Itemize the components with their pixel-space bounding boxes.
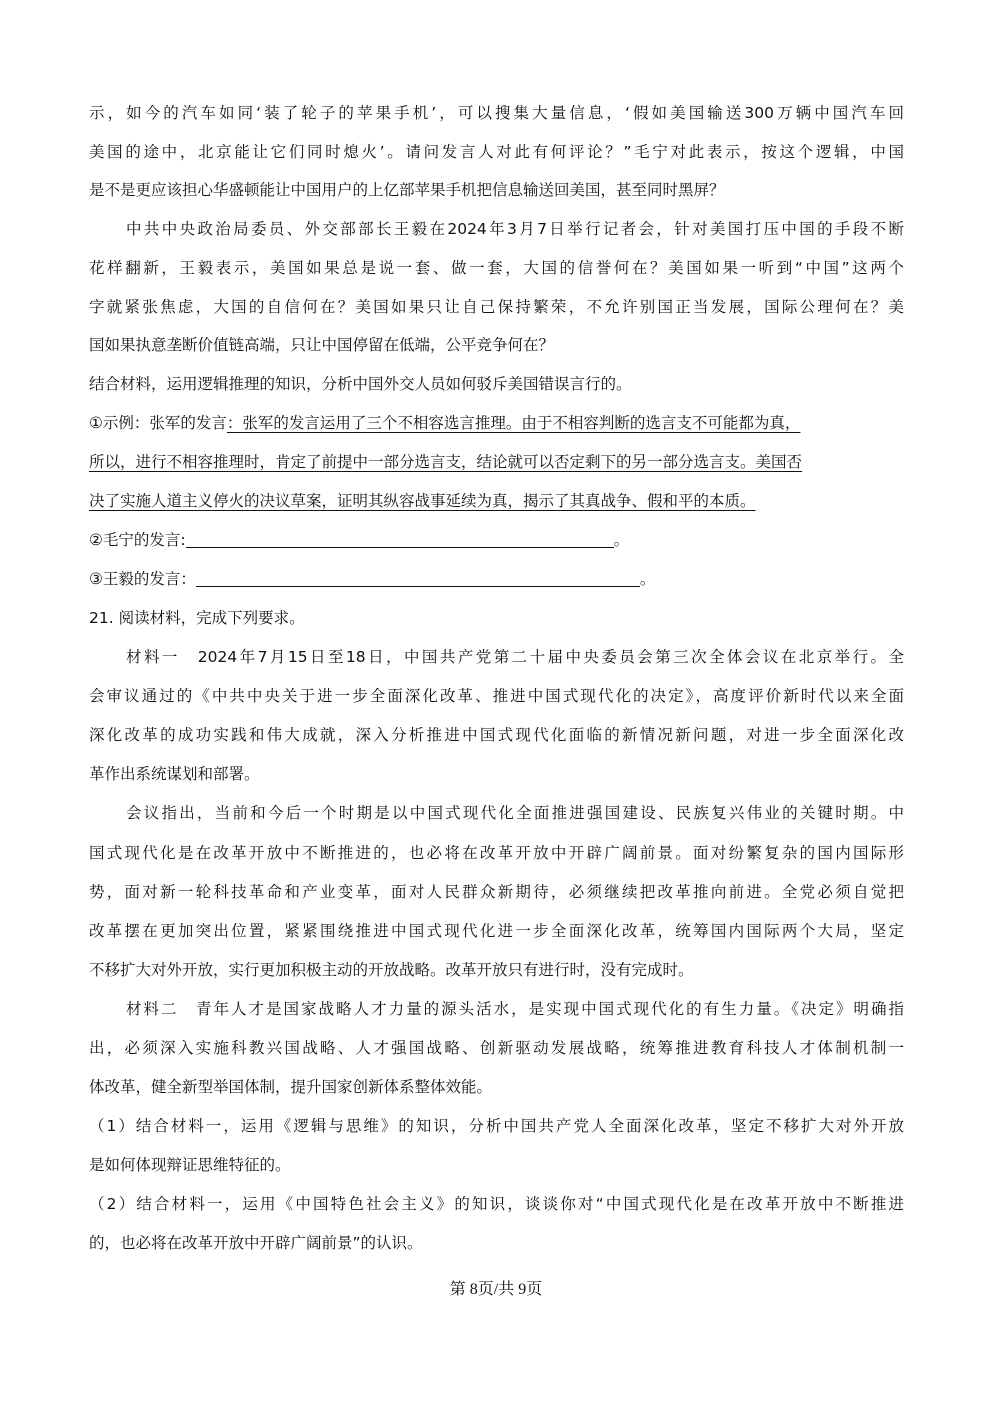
text-line: 是不是更应该担心华盛顿能让中国用户的上亿部苹果手机把信息输送回美国，甚至同时黑屏？ — [89, 181, 725, 199]
text-line: 材料一 2024年7月15日至18日，中国共产党第二十届中央委员会第三次全体会议在北京举行。全 — [126, 648, 904, 666]
answer-label: ②毛宁的发言: — [89, 531, 186, 549]
answer-end: 。 — [613, 531, 630, 549]
text-line: 出，必须深入实施科教兴国战略、人才强国战略、创新驱动发展战略，统筹推进教育科技人才体制机制一 — [89, 1039, 904, 1057]
text-line: 改革摆在更加突出位置，紧紧围绕推进中国式现代化进一步全面深化改革，统筹国内国际两个大局，坚定 — [89, 922, 904, 940]
question-title: 21. 阅读材料，完成下列要求。 — [89, 609, 305, 627]
example-answer-line-1 — [89, 409, 904, 437]
sub-question-1: 是如何体现辩证思维特征的。 — [89, 1156, 291, 1174]
text-line: 字就紧张焦虑，大国的自信何在？美国如果只让自己保持繁荣，不允许别国正当发展，国际公理何在？美 — [89, 298, 904, 316]
example-text: 所以，进行不相容推理时，肯定了前提中一部分选言支，结论就可以否定剩下的另一部分选言支。美国否 — [89, 453, 803, 471]
example-text: 决了实施人道主义停火的决议草案，证明其纵容战事延续为真，揭示了其真战争、假和平的本质。 — [89, 492, 756, 510]
text-line: 不移扩大对外开放，实行更加积极主动的开放战略。改革开放只有进行时，没有完成时。 — [89, 961, 694, 979]
text-line: 国如果执意垄断价值链高端，只让中国停留在低端，公平竞争何在？ — [89, 336, 555, 354]
example-label: ①示例：张军的发言 — [89, 414, 227, 432]
text-line: 深化改革的成功实践和伟大成就，深入分析推进中国式现代化面临的新情况新问题，对进一步全面深化改 — [89, 726, 904, 744]
answer-maoning — [89, 526, 904, 554]
text-line: 体改革，健全新型举国体制，提升国家创新体系整体效能。 — [89, 1078, 493, 1096]
text-line: 材料二 青年人才是国家战略人才力量的源头活水，是实现中国式现代化的有生力量。《决定》明确指 — [126, 1000, 904, 1018]
text-line: 会审议通过的《中共中央关于进一步全面深化改革、推进中国式现代化的决定》，高度评价新时代以来全面 — [89, 687, 904, 705]
example-answer-line-2 — [89, 448, 904, 476]
text-line: 示，如今的汽车如同‘装了轮子的苹果手机’，可以搜集大量信息，‘假如美国输送300万辆中国汽车回 — [89, 104, 904, 122]
answer-end: 。 — [639, 570, 656, 588]
question-prompt: 结合材料，运用逻辑推理的知识，分析中国外交人员如何驳斥美国错误言行的。 — [89, 375, 632, 393]
text-line: 会议指出，当前和今后一个时期是以中国式现代化全面推进强国建设、民族复兴伟业的关键时期。中 — [126, 804, 904, 822]
example-answer-line-3 — [89, 487, 904, 515]
answer-label: ③王毅的发言： — [89, 570, 196, 588]
example-text: 张军的发言运用了三个不相容选言推理。由于不相容判断的选言支不可能都为真， — [242, 414, 801, 432]
sub-question-1: （1）结合材料一，运用《逻辑与思维》的知识，分析中国共产党人全面深化改革，坚定不移扩大对外开放 — [89, 1117, 904, 1135]
example-colon: ： — [226, 414, 243, 432]
sub-question-2: 的，也必将在改革开放中开辟广阔前景”的认识。 — [89, 1234, 423, 1252]
answer-wangyi — [89, 565, 904, 593]
text-line: 中共中央政治局委员、外交部部长王毅在2024年3月7日举行记者会，针对美国打压中国的手段不断 — [126, 220, 904, 238]
text-line: 花样翻新，王毅表示，美国如果总是说一套、做一套，大国的信誉何在？美国如果一听到“中国”这两个 — [89, 259, 904, 277]
answer-blank[interactable] — [186, 527, 614, 548]
answer-blank[interactable] — [196, 566, 640, 587]
text-line: 革作出系统谋划和部署。 — [89, 765, 260, 783]
page-number: 第 8页/共 9页 — [449, 1281, 543, 1298]
text-line: 美国的途中，北京能让它们同时熄火’。请问发言人对此有何评论？”毛宁对此表示，按这个逻辑，中国 — [89, 143, 904, 161]
text-line: 势，面对新一轮科技革命和产业变革，面对人民群众新期待，必须继续把改革推向前进。全党必须自觉把 — [89, 883, 904, 901]
sub-question-2: （2）结合材料一，运用《中国特色社会主义》的知识，谈谈你对“中国式现代化是在改革开放中不断推进 — [89, 1195, 904, 1213]
text-line: 国式现代化是在改革开放中不断推进的，也必将在改革开放中开辟广阔前景。面对纷繁复杂的国内国际形 — [89, 844, 904, 862]
